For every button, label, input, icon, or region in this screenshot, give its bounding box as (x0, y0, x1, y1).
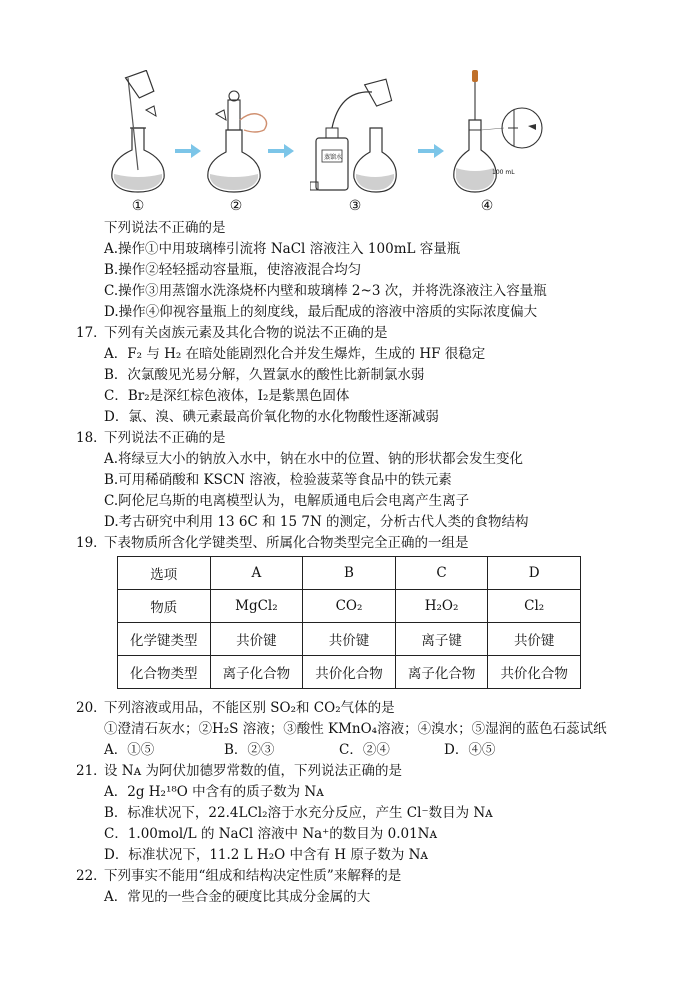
experiment-figure (100, 70, 570, 220)
q17-option-d: D．氯、溴、碘元素最高价氧化物的水化物酸性逐渐减弱 (104, 409, 439, 425)
table-cell: H₂O₂ (395, 590, 488, 623)
table-cell: 离子键 (395, 623, 488, 656)
table-cell: A (210, 557, 303, 590)
arrow-icon (268, 144, 294, 162)
q19-stem: 下表物质所含化学键类型、所属化合物类型完全正确的一组是 (104, 535, 469, 551)
q22-number: 22． (76, 868, 107, 884)
operation-1-illustration (106, 70, 176, 195)
q17-option-c: C．Br₂是深红棕色液体，I₂是紫黑色固体 (104, 388, 350, 404)
figure-label-4: ④ (480, 198, 494, 214)
q18-stem: 下列说法不正确的是 (104, 430, 226, 446)
q16-option-d: D.操作④仰视容量瓶上的刻度线，最后配成的溶液中溶质的实际浓度偏大 (104, 304, 538, 320)
table-cell: 选项 (118, 557, 211, 590)
table-cell: 离子化合物 (395, 656, 488, 689)
table-row (118, 656, 581, 689)
q16-option-c: C.操作③用蒸馏水洗涤烧杯内壁和玻璃棒 2~3 次，并将洗涤液注入容量瓶 (104, 283, 547, 299)
q21-stem: 设 Nᴀ 为阿伏加德罗常数的值，下列说法正确的是 (104, 763, 403, 779)
q22-stem: 下列事实不能用“组成和结构决定性质”来解释的是 (104, 868, 402, 884)
table-row (118, 623, 581, 656)
q18-option-c: C.阿伦尼乌斯的电离模型认为，电解质通电后会电离产生离子 (104, 493, 470, 509)
q16-stem: 下列说法不正确的是 (104, 220, 226, 236)
q21-option-d: D．标准状况下，11.2 L H₂O 中含有 H 原子数为 Nᴀ (104, 847, 429, 863)
table-cell: CO₂ (303, 590, 396, 623)
q20-option-b: B．②③ (224, 742, 275, 758)
table-row (118, 590, 581, 623)
q20-option-a: A．①⑤ (104, 742, 155, 758)
q21-option-b: B．标准状况下，22.4LCl₂溶于水充分反应，产生 Cl⁻数目为 Nᴀ (104, 805, 493, 821)
q21-option-a: A．2g H₂¹⁸O 中含有的质子数为 Nᴀ (104, 784, 324, 800)
table-cell: 离子化合物 (210, 656, 303, 689)
volume-mark-label: 100 mL (492, 169, 515, 176)
q19-number: 19． (76, 535, 107, 551)
q18-number: 18． (76, 430, 107, 446)
arrow-icon (418, 144, 444, 162)
table-cell: 共价键 (210, 623, 303, 656)
table-cell: 化学键类型 (118, 623, 211, 656)
figure-label-3: ③ (348, 198, 362, 214)
q20-options (104, 740, 495, 760)
table-cell: MgCl₂ (210, 590, 303, 623)
figure-label-1: ① (131, 198, 145, 214)
table-cell: 共价键 (488, 623, 581, 656)
table-cell: 共价键 (303, 623, 396, 656)
q20-number: 20． (76, 700, 107, 716)
q17-option-a: A．F₂ 与 H₂ 在暗处能剧烈化合并发生爆炸，生成的 HF 很稳定 (104, 346, 486, 362)
q22-option-a: A．常见的一些合金的硬度比其成分金属的大 (104, 889, 371, 905)
arrow-icon (175, 144, 201, 162)
table-cell: 共价化合物 (303, 656, 396, 689)
q18-option-d: D.考古研究中利用 13 6C 和 15 7N 的测定，分析古代人类的食物结构 (104, 514, 529, 530)
q17-option-b: B．次氯酸见光易分解，久置氯水的酸性比新制氯水弱 (104, 367, 425, 383)
q18-option-a: A.将绿豆大小的钠放入水中，钠在水中的位置、钠的形状都会发生变化 (104, 451, 524, 467)
table-cell: C (395, 557, 488, 590)
table-cell: Cl₂ (488, 590, 581, 623)
operation-3-illustration (310, 70, 400, 195)
table-cell: B (303, 557, 396, 590)
table-cell: 物质 (118, 590, 211, 623)
table-cell: D (488, 557, 581, 590)
table-cell: 化合物类型 (118, 656, 211, 689)
table-row (118, 557, 581, 590)
table-cell: 共价化合物 (488, 656, 581, 689)
q20-option-d: D．④⑤ (444, 742, 496, 758)
wash-bottle-label: 蒸馏水 (324, 154, 343, 161)
operation-2-illustration (204, 70, 274, 195)
q17-number: 17． (76, 325, 107, 341)
q16-option-b: B.操作②轻轻摇动容量瓶，使溶液混合均匀 (104, 262, 362, 278)
q20-stem: 下列溶液或用品，不能区别 SO₂和 CO₂气体的是 (104, 700, 395, 716)
q21-option-c: C．1.00mol/L 的 NaCl 溶液中 Na⁺的数目为 0.01Nᴀ (104, 826, 438, 842)
q17-stem: 下列有关卤族元素及其化合物的说法不正确的是 (104, 325, 388, 341)
q20-items: ①澄清石灰水；②H₂S 溶液；③酸性 KMnO₄溶液；④溴水；⑤湿润的蓝色石蕊试纸 (104, 721, 607, 737)
q18-option-b: B.可用稀硝酸和 KSCN 溶液，检验菠菜等食品中的铁元素 (104, 472, 452, 488)
operation-4-illustration (452, 70, 562, 195)
q21-number: 21． (76, 763, 107, 779)
q16-option-a: A.操作①中用玻璃棒引流将 NaCl 溶液注入 100mL 容量瓶 (104, 241, 461, 257)
q20-option-c: C．②④ (339, 742, 390, 758)
q19-table (117, 556, 581, 689)
figure-label-2: ② (229, 198, 243, 214)
